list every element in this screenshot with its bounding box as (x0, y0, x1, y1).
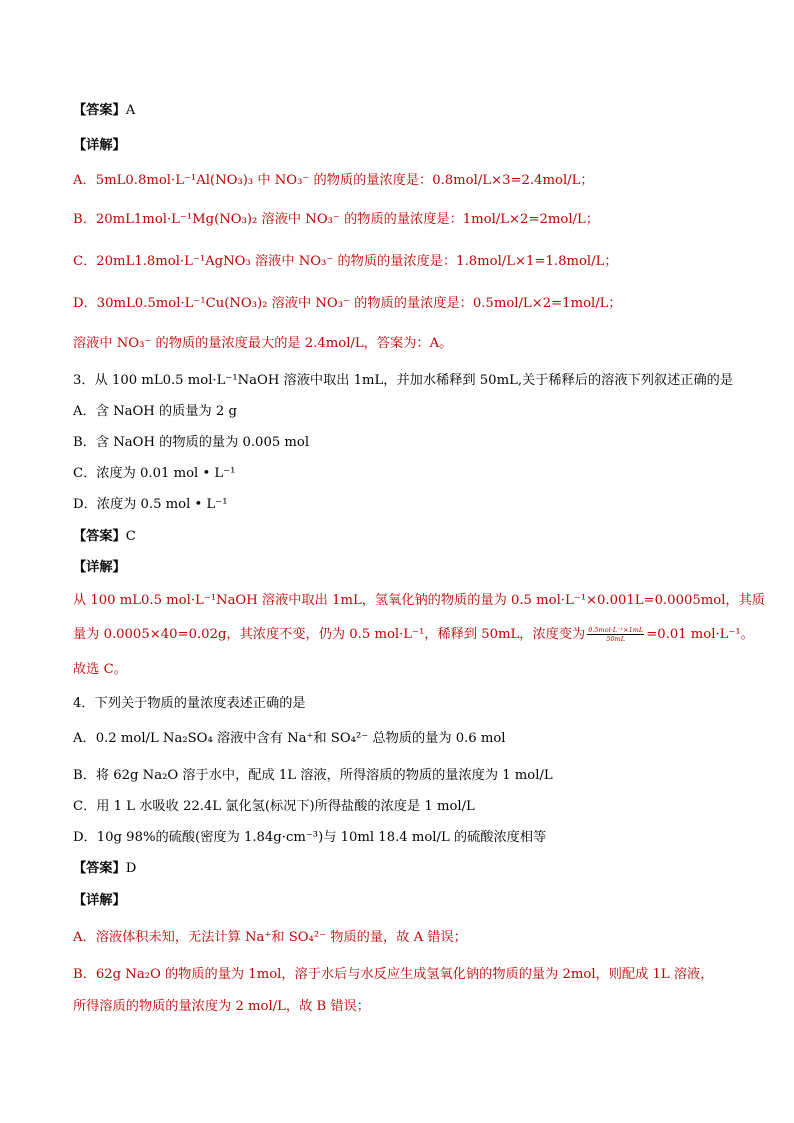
q2-detail-a: A．5mL0.8mol·L⁻¹Al(NO₃)₃ 中 NO₃⁻ 的物质的量浓度是：0.8mol/L×3=2.4mol/L； (73, 173, 594, 188)
q3-answer-line (73, 527, 734, 547)
q4-option-d: D．10g 98%的硫酸(密度为 1.84g·cm⁻³)与 10ml 18.4 mol/L 的硫酸浓度相等 (73, 830, 547, 845)
q3-option-c: C．浓度为 0.01 mol • L⁻¹ (73, 466, 236, 481)
answer-value: D (125, 861, 137, 876)
q3-detail-line3: 故选 C。 (73, 662, 127, 677)
answer-label: 【答案】 (73, 529, 126, 544)
q3-option-b: B．含 NaOH 的物质的量为 0.005 mol (73, 435, 310, 450)
answer-label: 【答案】 (73, 103, 126, 118)
q4-detail-b1: B．62g Na₂O 的物质的量为 1mol，溶于水后与水反应生成氢氧化钠的物质的量为 2mol，则配成 1L 溶液， (73, 967, 714, 982)
q3-detail-label: 【详解】 (73, 560, 126, 575)
q3-detail-line2: 量为 0.0005×40=0.02g，其浓度不变，仍为 0.5 mol·L⁻¹，稀释到 50mL，浓度变为 $\frac{\text{0.5mol·L⁻¹×1mL}}{50mL}$ =0.01 mol·L⁻¹。 (73, 626, 754, 643)
q4-stem: 4．下列关于物质的量浓度表述正确的是 (73, 696, 306, 711)
answer-label: 【答案】 (73, 861, 126, 876)
q4-detail-b2: 所得溶质的物质的量浓度为 2 mol/L，故 B 错误； (73, 999, 370, 1014)
fraction: $\frac{\text{0.5mol·L⁻¹×1mL}}{50mL}$ (588, 626, 644, 643)
q2-detail-label: 【详解】 (73, 138, 126, 153)
q4-detail-a: A．溶液体积未知，无法计算 Na⁺和 SO₄²⁻ 物质的量，故 A 错误； (73, 930, 467, 945)
q3-option-d: D．浓度为 0.5 mol • L⁻¹ (73, 497, 228, 512)
q4-option-a: A．0.2 mol/L Na₂SO₄ 溶液中含有 Na⁺和 SO₄²⁻ 总物质的量为 0.6 mol (73, 731, 506, 746)
q4-detail-label: 【详解】 (73, 893, 126, 908)
q3-option-a: A．含 NaOH 的质量为 2 g (73, 404, 237, 419)
q2-answer-line (73, 101, 734, 121)
q4-option-b: B．将 62g Na₂O 溶于水中，配成 1L 溶液，所得溶质的物质的量浓度为 1 mol/L (73, 768, 553, 783)
q4-answer-line (73, 859, 734, 879)
q2-detail-c: C．20mL1.8mol·L⁻¹AgNO₃ 溶液中 NO₃⁻ 的物质的量浓度是：1.8mol/L×1=1.8mol/L； (73, 254, 618, 269)
q2-conclusion: 溶液中 NO₃⁻ 的物质的量浓度最大的是 2.4mol/L，答案为：A。 (73, 336, 453, 351)
q4-option-c: C．用 1 L 水吸收 22.4L 氯化氢(标况下)所得盐酸的浓度是 1 mol/L (73, 799, 475, 814)
answer-value: C (125, 529, 136, 544)
q3-detail-line1: 从 100 mL0.5 mol·L⁻¹NaOH 溶液中取出 1mL，氢氧化钠的物质的量为 0.5 mol·L⁻¹×0.001L=0.0005mol，其质 (73, 593, 765, 608)
answer-value: A (125, 103, 136, 118)
q2-detail-b: B．20mL1mol·L⁻¹Mg(NO₃)₂ 溶液中 NO₃⁻ 的物质的量浓度是：1mol/L×2=2mol/L； (73, 212, 599, 227)
q2-detail-d: D．30mL0.5mol·L⁻¹Cu(NO₃)₂ 溶液中 NO₃⁻ 的物质的量浓度是：0.5mol/L×2=1mol/L； (73, 296, 622, 311)
q3-stem: 3．从 100 mL0.5 mol·L⁻¹NaOH 溶液中取出 1mL，并加水稀释到 50mL,关于稀释后的溶液下列叙述正确的是 (73, 373, 734, 388)
